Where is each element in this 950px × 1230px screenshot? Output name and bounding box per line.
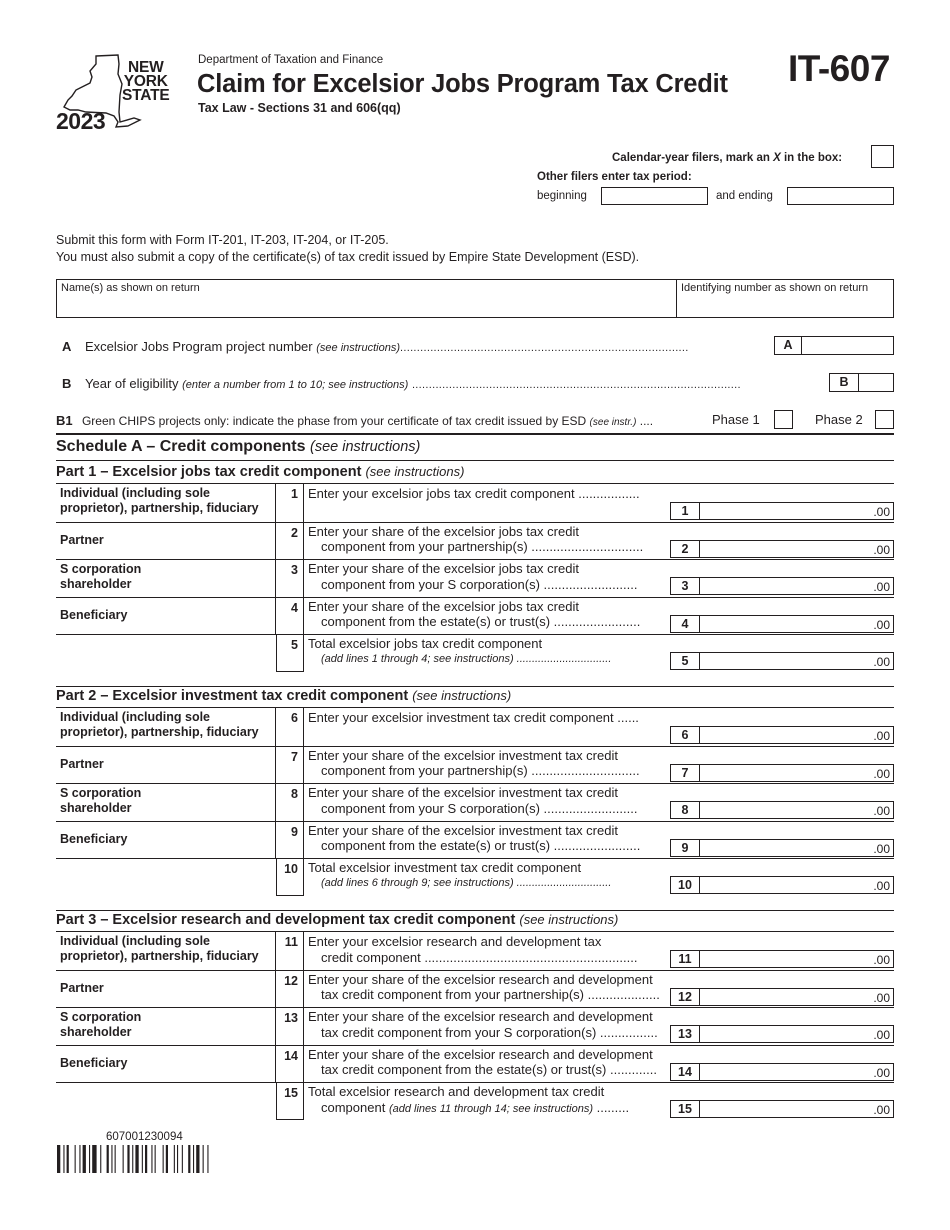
filer-type-cell [56,970,276,1008]
line-description: Enter your share of the excelsior jobs tax credit component from your partnership(s) ............................... [308,523,644,554]
filer-type-cell [56,597,276,635]
filer-type-label: Beneficiary [60,1055,128,1070]
submit-note: Submit this form with Form IT-201, IT-203, IT-204, or IT-205. [56,233,389,247]
other-filers-label: Other filers enter tax period: [537,171,692,183]
line-a: A Excelsior Jobs Program project number (see instructions)...................................................................................... [62,339,689,354]
table-row [56,970,894,1008]
line-13-amount-input[interactable] [670,1025,894,1043]
phase-2-label: Phase 2 [815,412,863,427]
divider [56,460,894,461]
part-2-title: Part 2 – Excelsior investment tax credit component (see instructions) [56,688,512,704]
form-year: 2023 [56,108,106,134]
line-4-amount-input[interactable] [670,615,894,633]
line-number-cell [276,484,304,522]
line-number: 1 [291,487,298,501]
amount-box-label: 7 [671,765,700,781]
line-description: Enter your share of the excelsior research and development tax credit component from your S corporation(s) ................ [308,1009,658,1040]
line-number: 6 [291,711,298,725]
table-row [56,746,894,784]
calendar-year-checkbox[interactable] [871,145,894,168]
line-description: Total excelsior investment tax credit component (add lines 6 through 9; see instructions) ............................... [308,860,612,889]
cents-suffix: .00 [873,1028,890,1042]
filer-type-cell [56,522,276,560]
amount-box-label: 2 [671,541,700,557]
cents-suffix: .00 [873,953,890,967]
logo-wordmark: NEW YORK STATE [122,59,170,104]
line-number: 4 [291,600,298,615]
line-3-amount-input[interactable] [670,577,894,595]
filer-type-label: Beneficiary [60,607,128,622]
line-description: Enter your share of the excelsior investment tax credit component from the estate(s) or trust(s) ........................ [308,822,641,853]
filer-type-cell [56,746,276,784]
table-row [56,1045,894,1083]
line-number: 15 [284,1086,298,1100]
table-row [56,484,894,522]
line-number-cell [276,708,304,746]
filer-type-cell [56,1045,276,1083]
cents-suffix: .00 [873,729,890,743]
line-number: 5 [291,638,298,652]
amount-box-label: 5 [671,653,700,669]
cents-suffix: .00 [873,617,890,632]
amount-box-label: 15 [671,1101,700,1117]
filer-type-cell [56,1082,276,1120]
schedule-a-title: Schedule A – Credit components (see instructions) [56,438,421,455]
line-number: 7 [291,749,298,764]
phase-2-checkbox[interactable] [875,410,894,429]
table-row [56,1007,894,1045]
amount-box-label: 12 [671,989,700,1005]
line-1-amount-input[interactable] [670,502,894,520]
line-number-cell [276,522,304,560]
line-b1: B1 Green CHIPS projects only: indicate the phase from your certificate of tax credit issued by ESD (see instr.) .... [56,413,654,428]
filer-type-label: S corporation shareholder [60,1010,142,1039]
part-1-table [56,484,894,672]
line-number-cell [276,821,304,859]
amount-box-label: 6 [671,727,700,743]
table-row [56,932,894,970]
amount-box-label: 10 [671,877,700,893]
amount-box-label: 8 [671,802,700,818]
filer-type-label: Individual (including sole proprietor), partnership, fiduciary [60,710,259,739]
line-number-cell [276,1007,304,1045]
line-number: 10 [284,862,298,876]
cents-suffix: .00 [873,580,890,594]
table-row [56,821,894,859]
cents-suffix: .00 [873,542,890,557]
filer-type-cell [56,634,276,672]
filer-type-label: S corporation shareholder [60,562,142,591]
amount-box-label: 1 [671,503,700,519]
line-number-cell [276,559,304,597]
filer-type-label: Individual (including sole proprietor), partnership, fiduciary [60,934,259,963]
line-11-amount-input[interactable] [670,950,894,968]
filer-type-cell [56,783,276,821]
phase-1-checkbox[interactable] [774,410,793,429]
divider [56,686,894,687]
filer-type-cell [56,1007,276,1045]
line-7-amount-input[interactable] [670,764,894,782]
line-15-amount-input[interactable] [670,1100,894,1118]
line-number: 13 [284,1011,298,1025]
line-number: 11 [284,935,298,949]
line-description: Total excelsior jobs tax credit component (add lines 1 through 4; see instructions) ............................... [308,636,612,665]
nys-logo [56,50,186,135]
identity-box [56,279,894,318]
ending-label: and ending [716,190,773,202]
line-number: 9 [291,824,298,839]
amount-box-label: 14 [671,1064,700,1080]
cents-suffix: .00 [873,766,890,781]
line-number: 3 [291,563,298,577]
filer-type-label: Partner [60,532,104,547]
line-number-cell [276,783,304,821]
table-row [56,559,894,597]
line-number-cell [276,634,304,672]
phase-1-label: Phase 1 [712,412,760,427]
beginning-label: beginning [537,190,587,202]
table-row [56,597,894,635]
filer-type-label: Beneficiary [60,831,128,846]
period-beginning-input[interactable] [601,187,708,205]
barcode-icon [57,1145,242,1173]
line-number-cell [276,1045,304,1083]
line-description: Enter your share of the excelsior investment tax credit component from your S corporation(s) .......................... [308,785,638,816]
barcode-number: 607001230094 [106,1131,183,1143]
line-description: Enter your share of the excelsior investment tax credit component from your partnership(s) .............................. [308,747,640,778]
filer-type-label: Partner [60,756,104,771]
amount-box-label: 13 [671,1026,700,1042]
cents-suffix: .00 [873,505,890,519]
cents-suffix: .00 [873,1065,890,1080]
form-title: Claim for Excelsior Jobs Program Tax Credit [197,70,728,98]
line-description: Enter your excelsior investment tax credit component ...... [308,710,639,725]
cents-suffix: .00 [873,841,890,856]
line-description: Enter your excelsior jobs tax credit component ................. [308,486,640,501]
part-3-title: Part 3 – Excelsior research and development tax credit component (see instructions) [56,912,619,928]
line-b: B Year of eligibility (enter a number from 1 to 10; see instructions) .................................................................................................. [62,376,741,391]
amount-box-label: 9 [671,840,700,856]
line-description: Total excelsior research and development tax credit component (add lines 11 through 14; see instructions) ......... [308,1084,630,1115]
divider [56,910,894,911]
name-label: Name(s) as shown on return [61,282,200,294]
line-14-amount-input[interactable] [670,1063,894,1081]
filer-type-cell [56,858,276,896]
line-number-cell [276,858,304,896]
amount-box-label: 4 [671,616,700,632]
form-number: IT-607 [788,48,890,89]
filer-type-cell [56,484,276,522]
divider [56,433,894,435]
line-8-amount-input[interactable] [670,801,894,819]
line-number-cell [276,970,304,1008]
part-2-table [56,708,894,896]
calendar-year-label: Calendar-year filers, mark an X in the box: [612,152,843,164]
filer-type-label: Individual (including sole proprietor), partnership, fiduciary [60,486,259,515]
amount-box-label: 3 [671,578,700,594]
filer-type-cell [56,559,276,597]
identifying-number-input[interactable] [676,280,894,317]
line-description: Enter your share of the excelsior jobs tax credit component from your S corporation(s) .......................... [308,561,638,592]
line-number: 14 [284,1048,298,1063]
cents-suffix: .00 [873,879,890,893]
table-row [56,634,894,672]
amount-box-label: 11 [671,951,700,967]
line-2-amount-input[interactable] [670,540,894,558]
cents-suffix: .00 [873,1103,890,1117]
table-row [56,522,894,560]
line-number: 8 [291,787,298,801]
line-description: Enter your share of the excelsior jobs tax credit component from the estate(s) or trust(s) ........................ [308,598,641,629]
line-number: 2 [291,525,298,540]
filer-type-cell [56,932,276,970]
department-name: Department of Taxation and Finance [198,54,384,66]
year-of-eligibility-input[interactable]: B [829,373,894,392]
filer-type-label: S corporation shareholder [60,786,142,815]
filer-type-cell [56,821,276,859]
filer-type-label: Partner [60,980,104,995]
part-1-title: Part 1 – Excelsior jobs tax credit component (see instructions) [56,464,465,480]
line-description: Enter your share of the excelsior research and development tax credit component from the estate(s) or trust(s) ............. [308,1046,657,1077]
table-row [56,783,894,821]
line-description: Enter your excelsior research and development tax credit component ........................................................... [308,934,638,965]
name-input[interactable] [57,280,676,317]
line-number: 12 [284,973,298,988]
line-number-cell [276,746,304,784]
line-number-cell [276,597,304,635]
table-row [56,858,894,896]
form-subtitle: Tax Law - Sections 31 and 606(qq) [198,101,401,115]
line-9-amount-input[interactable] [670,839,894,857]
table-row [56,708,894,746]
cents-suffix: .00 [873,804,890,818]
cents-suffix: .00 [873,990,890,1005]
identifying-number-label: Identifying number as shown on return [681,282,869,294]
certificate-note: You must also submit a copy of the certificate(s) of tax credit issued by Empire State Development (ESD). [56,250,640,264]
project-number-input[interactable]: A [774,336,894,355]
filer-type-cell [56,708,276,746]
part-3-table [56,932,894,1120]
period-ending-input[interactable] [787,187,894,205]
line-5-amount-input[interactable] [670,652,894,670]
cents-suffix: .00 [873,655,890,669]
line-number-cell [276,1082,304,1120]
line-12-amount-input[interactable] [670,988,894,1006]
line-number-cell [276,932,304,970]
line-10-amount-input[interactable] [670,876,894,894]
line-6-amount-input[interactable] [670,726,894,744]
table-row [56,1082,894,1120]
line-description: Enter your share of the excelsior research and development tax credit component from your partnership(s) .................... [308,971,660,1002]
